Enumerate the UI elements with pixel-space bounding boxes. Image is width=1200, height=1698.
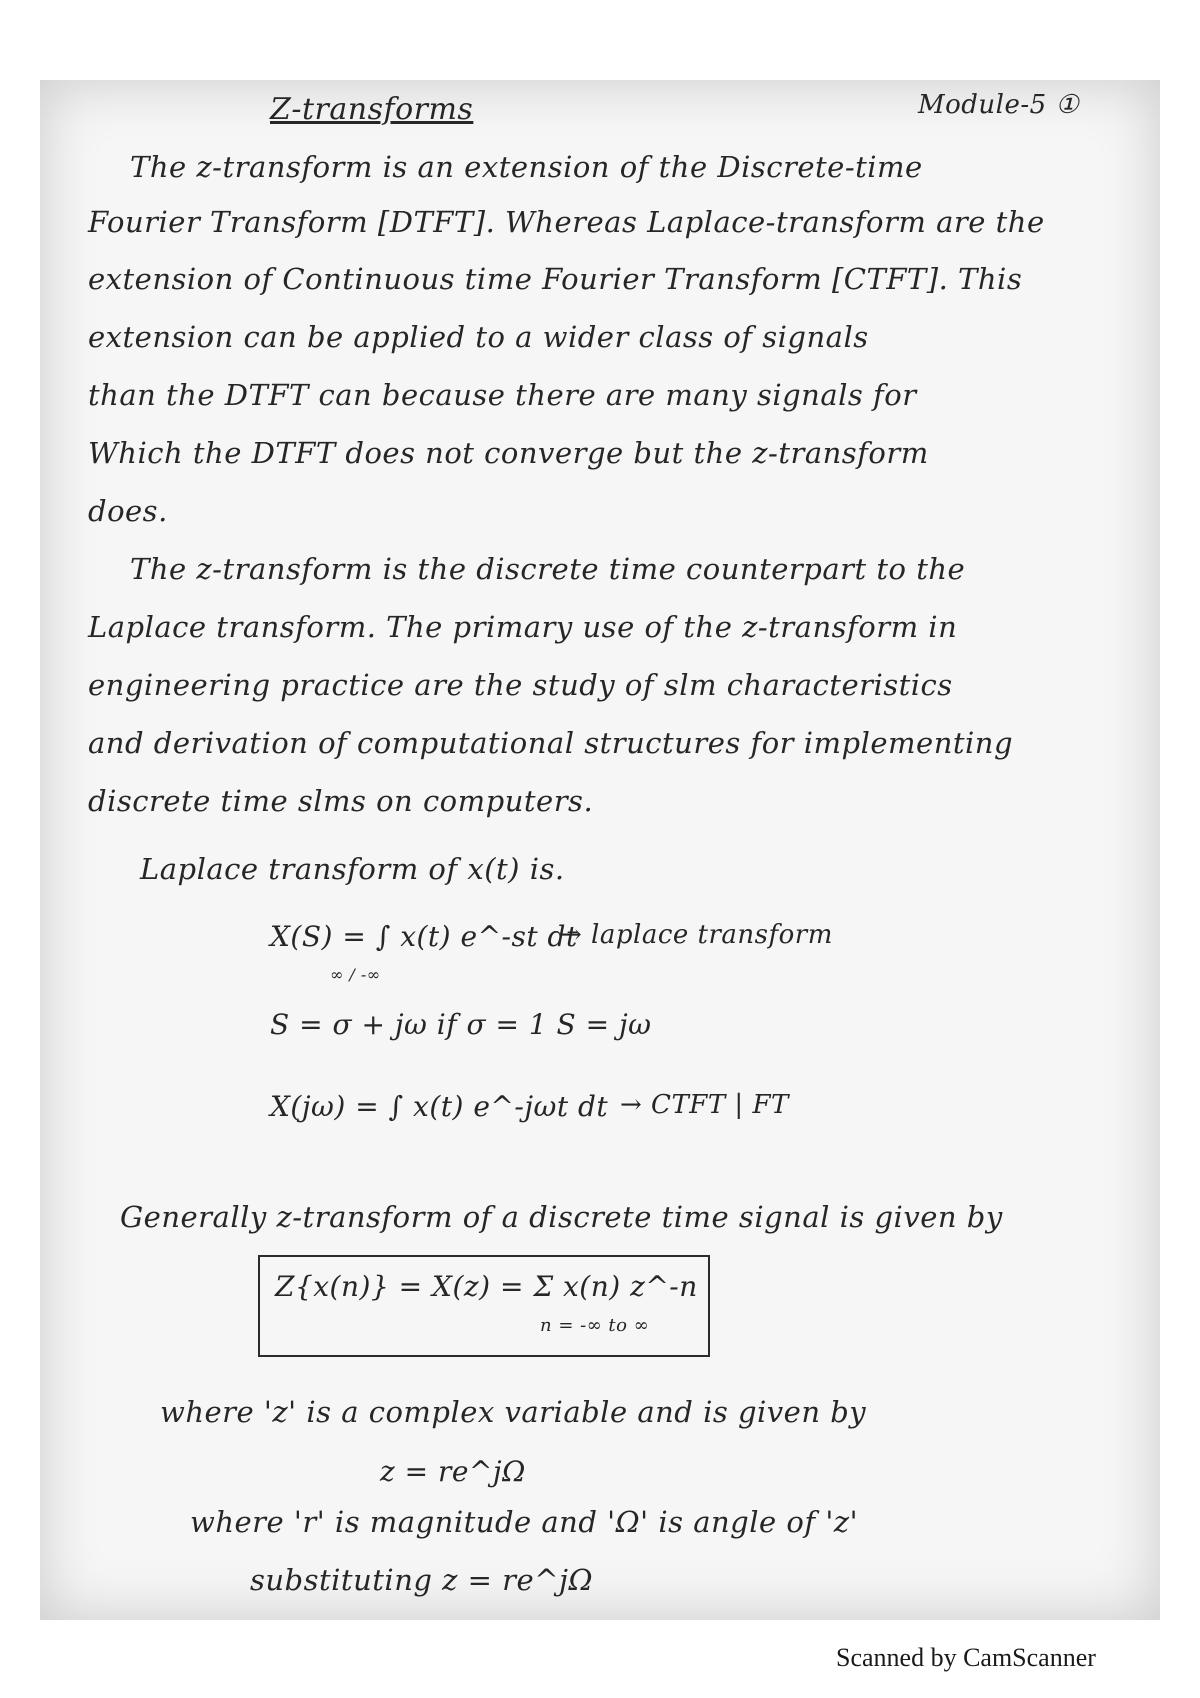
general-intro: Generally z-transform of a discrete time signal is given by [120, 1200, 1003, 1234]
intro-line-3: extension of Continuous time Fourier Transform [CTFT]. This [88, 262, 1023, 296]
laplace-integral-limits: ∞ / -∞ [330, 965, 381, 984]
laplace-intro: Laplace transform of x(t) is. [140, 852, 565, 886]
z-transform-formula: Z{x(n)} = X(z) = Σ x(n) z^-n [275, 1270, 698, 1303]
magnitude-angle-description: where 'r' is magnitude and 'Ω' is angle of 'z' [190, 1505, 859, 1539]
z-variable-description: where 'z' is a complex variable and is given by [160, 1395, 867, 1429]
intro-line-5: than the DTFT can because there are many signals for [88, 378, 917, 412]
scanner-watermark: Scanned by CamScanner [836, 1643, 1096, 1672]
z-polar-form: z = re^jΩ [380, 1455, 526, 1488]
para2-line-3: engineering practice are the study of slm characteristics [88, 668, 953, 702]
intro-line-1: The z-transform is an extension of the Discrete-time [130, 150, 923, 184]
module-label: Module-5 ① [918, 90, 1080, 120]
scanned-page [40, 80, 1160, 1620]
intro-line-7: does. [88, 494, 168, 528]
para2-line-4: and derivation of computational structures for implementing [88, 726, 1014, 760]
summation-limits: n = -∞ to ∞ [540, 1315, 650, 1336]
laplace-equation-label: → laplace transform [560, 920, 833, 950]
para2-line-5: discrete time slms on computers. [88, 784, 594, 818]
laplace-equation: X(S) = ∫ x(t) e^-st dt [270, 920, 578, 953]
substitution-line: substituting z = re^jΩ [250, 1563, 594, 1597]
page-title: Z-transforms [270, 92, 474, 127]
intro-line-6: Which the DTFT does not converge but the z-transform [88, 436, 929, 470]
para2-line-2: Laplace transform. The primary use of the z-transform in [88, 610, 958, 644]
s-substitution: S = σ + jω if σ = 1 S = jω [270, 1008, 652, 1041]
para2-line-1: The z-transform is the discrete time counterpart to the [130, 552, 966, 586]
intro-line-4: extension can be applied to a wider class of signals [88, 320, 869, 354]
ctft-equation-label: → CTFT | FT [620, 1090, 789, 1120]
ctft-equation: X(jω) = ∫ x(t) e^-jωt dt [270, 1090, 609, 1123]
intro-line-2: Fourier Transform [DTFT]. Whereas Laplace-transform are the [88, 205, 1045, 239]
